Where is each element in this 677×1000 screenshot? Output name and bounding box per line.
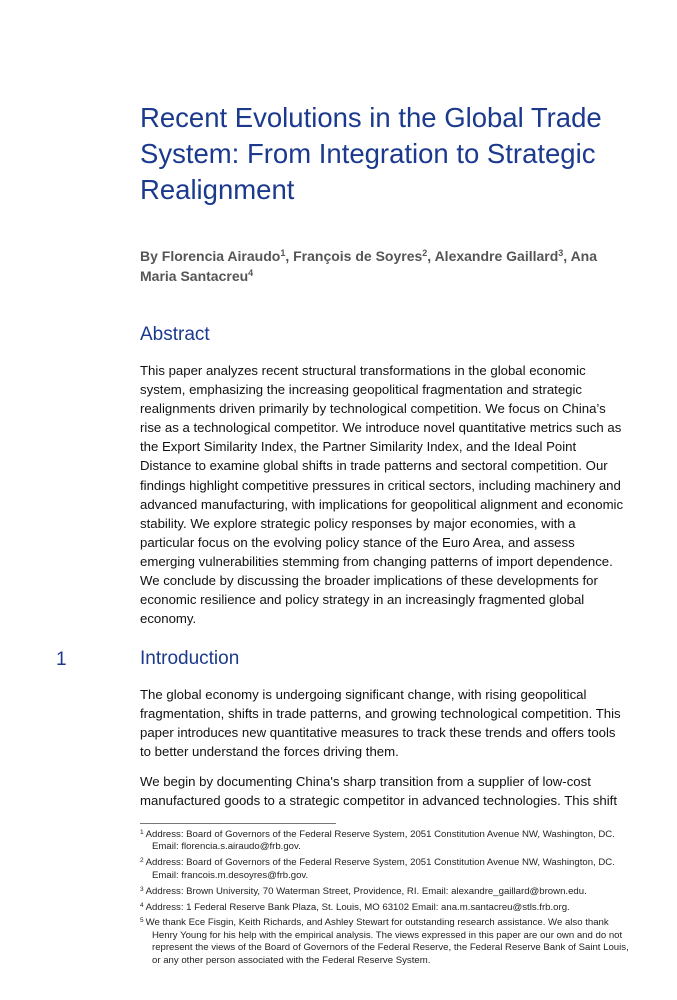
abstract-text: This paper analyzes recent structural transformations in the global economic system, emphasizing the increasing geopolitical fragmentation and strategic realignments driven primarily by technological competition. We focus on China’s rise as a technological competitor. We introduce novel quantitative metrics such as the Export Similarity Index, the Partner Similarity Index, and the Ideal Point Distance to examine global shifts in trade patterns and sectoral competition. Our findings highlight competitive pressures in critical sectors, including machinery and advanced manufacturing, with implications for geopolitical alignment and economic stability. We explore strategic policy responses by major economies, with a particular focus on the evolving policy stance of the Euro Area, and assess emerging vulnerabilities stemming from changing patterns of import dependence. We conclude by discussing the broader implications of these developments for economic resilience and policy strategy in an increasingly fragmented global economy. bbox=[140, 363, 624, 627]
footnote bbox=[140, 829, 630, 854]
section-number: 1 bbox=[56, 649, 67, 670]
footnotes bbox=[140, 829, 630, 971]
footnote-number: 3 bbox=[140, 885, 144, 893]
author-name: Alexandre Gaillard bbox=[434, 248, 559, 264]
footnote-number: 4 bbox=[140, 901, 144, 909]
footnote-mark[interactable]: 3 bbox=[558, 248, 564, 258]
footnote bbox=[140, 857, 630, 882]
author-separator: , bbox=[427, 248, 435, 264]
footnote bbox=[140, 902, 630, 914]
footnote-number: 1 bbox=[140, 829, 144, 836]
footnote-text: Address: 1 Federal Reserve Bank Plaza, St. Louis, MO 63102 Email: ana.m.santacreu@stls.frb.org. bbox=[145, 901, 570, 913]
footnote-mark[interactable]: 2 bbox=[422, 248, 428, 258]
paper-title: Recent Evolutions in the Global Trade System: From Integration to Strategic Realignment bbox=[140, 102, 602, 205]
footnote-text: Address: Brown University, 70 Waterman Street, Providence, RI. Email: alexandre_gaillard@brown.edu. bbox=[145, 885, 587, 897]
author-name: François de Soyres bbox=[293, 248, 423, 264]
footnote-number: 5 bbox=[140, 917, 144, 925]
body-paragraph: We begin by documenting China's sharp transition from a supplier of low-cost manufactured goods to a strategic competitor in advanced technologies. This shift bbox=[140, 774, 617, 809]
author-prefix: By bbox=[140, 248, 162, 264]
author-separator: , bbox=[285, 248, 294, 264]
section-heading: Introduction bbox=[140, 648, 240, 669]
body-paragraph: The global economy is undergoing significant change, with rising geopolitical fragmentation, shifts in trade patterns, and growing technological competition. This paper introduces new quantitative measures to track these trends and offers tools to better understand the forces driving them. bbox=[140, 687, 621, 760]
footnote-number: 2 bbox=[140, 857, 144, 865]
footnote-mark[interactable]: 4 bbox=[248, 268, 254, 278]
author-name: Florencia Airaudo bbox=[161, 248, 281, 264]
footnote bbox=[140, 917, 630, 967]
footnote-text: Address: Board of Governors of the Federal Reserve System, 2051 Constitution Avenue NW, Washington, DC. Email: francois.m.desoyres@frb.gov. bbox=[145, 857, 615, 881]
author-separator: , bbox=[563, 248, 571, 264]
footnote-text: We thank Ece Fisgin, Keith Richards, and Ashley Stewart for outstanding research assistance. We also thank Henry Young for his help with the empirical analysis. The views expressed in this paper are our own and do not represent the views of the Board of Governors of the Federal Reserve, the Federal Reserve Bank of Saint Louis, or any other person associated with the Federal Reserve System. bbox=[145, 917, 629, 966]
author-list bbox=[140, 246, 620, 286]
footnote-divider bbox=[140, 823, 336, 824]
author-name: Ana Maria Santacreu bbox=[140, 248, 598, 284]
footnote-text: Address: Board of Governors of the Federal Reserve System, 2051 Constitution Avenue NW, Washington, DC. Email: florencia.s.airaudo@frb.gov. bbox=[145, 829, 615, 853]
abstract-heading: Abstract bbox=[140, 324, 210, 345]
footnote bbox=[140, 886, 630, 898]
footnote-mark[interactable]: 1 bbox=[280, 248, 286, 258]
